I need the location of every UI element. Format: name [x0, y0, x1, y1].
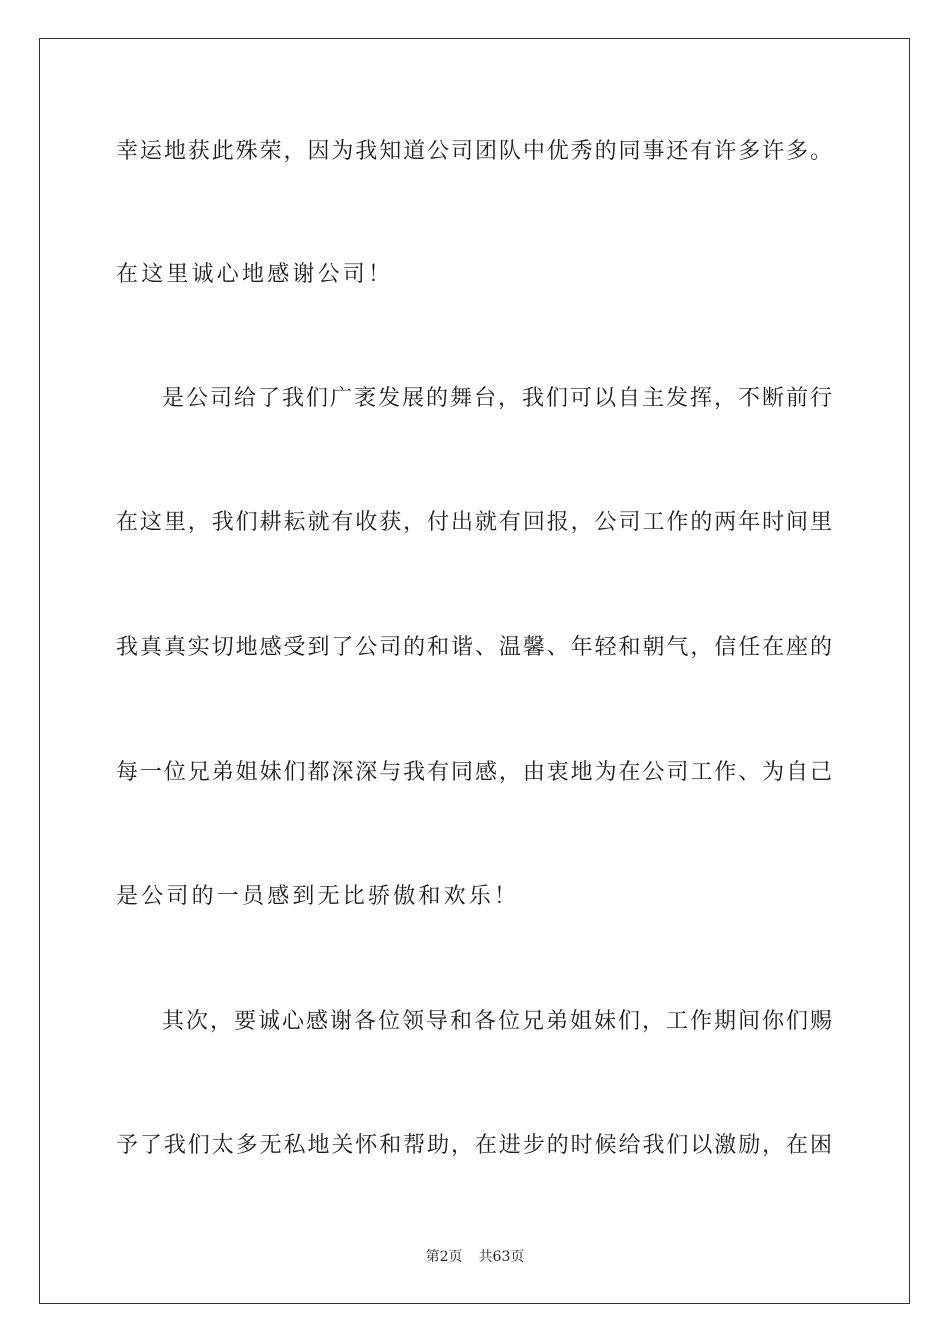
body-text-line: 在这里诚心地感谢公司！ — [116, 262, 394, 287]
page-number: 第2页 — [425, 1249, 463, 1265]
page-border — [39, 38, 910, 1304]
body-text-line: 在这里，我们耕耘就有收获，付出就有回报，公司工作的两年时间里 — [116, 510, 832, 535]
page-total: 共63页 — [478, 1249, 525, 1265]
page-footer — [0, 1247, 950, 1267]
body-text-line: 是公司的一员感到无比骄傲和欢乐！ — [116, 884, 520, 909]
paragraph-first-line: 是公司给了我们广袤发展的舞台，我们可以自主发挥，不断前行 — [162, 386, 832, 411]
body-text-line: 幸运地获此殊荣，因为我知道公司团队中优秀的同事还有许多许多。 — [116, 139, 832, 164]
body-text-line: 予了我们太多无私地关怀和帮助，在进步的时候给我们以激励，在困 — [116, 1133, 832, 1158]
body-text-line: 每一位兄弟姐妹们都深深与我有同感，由衷地为在公司工作、为自己 — [116, 760, 832, 785]
body-text-line: 我真真实切地感受到了公司的和谐、温馨、年轻和朝气，信任在座的 — [116, 635, 832, 660]
paragraph-first-line: 其次，要诚心感谢各位领导和各位兄弟姐妹们，工作期间你们赐 — [162, 1009, 832, 1034]
